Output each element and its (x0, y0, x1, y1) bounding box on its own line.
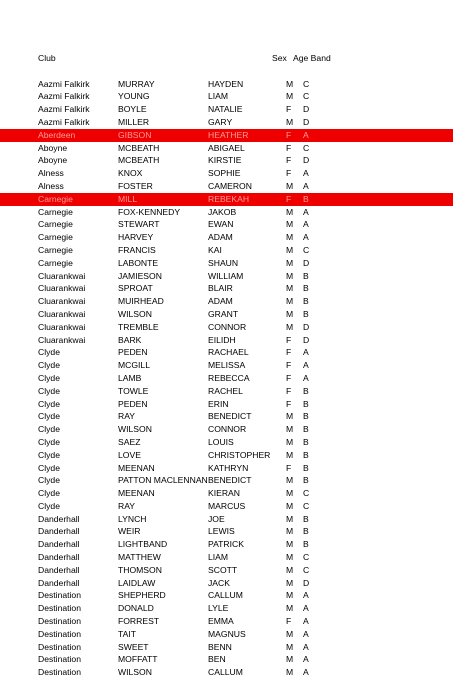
cell-forename: JOE (208, 513, 225, 524)
table-row (0, 103, 453, 116)
cell-sex: M (286, 78, 294, 89)
cell-surname: WILSON (118, 308, 152, 319)
cell-age-band: B (303, 526, 309, 537)
table-row (0, 462, 453, 475)
cell-surname: MCBEATH (118, 142, 160, 153)
cell-age-band: D (303, 321, 310, 332)
cell-sex: M (286, 321, 294, 332)
cell-surname: TOWLE (118, 385, 149, 396)
cell-sex: M (286, 603, 294, 614)
cell-surname: LIGHTBAND (118, 539, 168, 550)
cell-club: Aboyne (38, 155, 68, 166)
cell-forename: GARY (208, 116, 233, 127)
cell-surname: RAY (118, 500, 136, 511)
cell-sex: M (286, 296, 294, 307)
cell-age-band: B (303, 283, 309, 294)
cell-surname: THOMSON (118, 564, 162, 575)
cell-forename: BLAIR (208, 283, 233, 294)
cell-sex: F (286, 104, 292, 115)
cell-surname: SHEPHERD (118, 590, 166, 601)
cell-surname: MILLER (118, 116, 150, 127)
cell-sex: M (286, 475, 294, 486)
cell-sex: M (286, 628, 294, 639)
cell-age-band: A (303, 628, 309, 639)
cell-surname: MATTHEW (118, 552, 161, 563)
cell-club: Destination (38, 667, 81, 678)
cell-age-band: C (303, 564, 310, 575)
cell-forename: EILIDH (208, 334, 236, 345)
cell-club: Clyde (38, 347, 60, 358)
table-row (0, 334, 453, 347)
cell-forename: REBECCA (208, 372, 250, 383)
cell-club: Clyde (38, 436, 60, 447)
cell-sex: M (286, 552, 294, 563)
cell-forename: EMMA (208, 616, 234, 627)
cell-sex: F (286, 398, 292, 409)
cell-club: Aazmi Falkirk (38, 104, 90, 115)
cell-forename: HEATHER (208, 129, 249, 140)
cell-forename: HAYDEN (208, 78, 244, 89)
table-row (0, 78, 453, 91)
table-row (0, 154, 453, 167)
cell-sex: M (286, 539, 294, 550)
cell-sex: M (286, 488, 294, 499)
cell-sex: F (286, 462, 292, 473)
cell-age-band: B (303, 513, 309, 524)
cell-club: Alness (38, 180, 64, 191)
cell-forename: LEWIS (208, 526, 235, 537)
cell-forename: CALLUM (208, 667, 243, 678)
table-row (0, 589, 453, 602)
table-row (0, 641, 453, 654)
cell-surname: LYNCH (118, 513, 147, 524)
cell-surname: YOUNG (118, 91, 150, 102)
cell-forename: SCOTT (208, 564, 238, 575)
cell-sex: F (286, 385, 292, 396)
table-row (0, 385, 453, 398)
cell-club: Aazmi Falkirk (38, 78, 90, 89)
cell-club: Danderhall (38, 539, 80, 550)
cell-club: Clyde (38, 411, 60, 422)
cell-club: Carnegie (38, 232, 73, 243)
cell-forename: SOPHIE (208, 168, 241, 179)
cell-club: Cluarankwai (38, 308, 86, 319)
table-row (0, 410, 453, 423)
cell-forename: LIAM (208, 552, 229, 563)
table-row (0, 398, 453, 411)
cell-club: Danderhall (38, 552, 80, 563)
cell-club: Danderhall (38, 564, 80, 575)
cell-surname: MEENAN (118, 488, 155, 499)
table-row (0, 206, 453, 219)
cell-club: Alness (38, 168, 64, 179)
cell-forename: JAKOB (208, 206, 237, 217)
cell-surname: BOYLE (118, 104, 147, 115)
cell-club: Destination (38, 628, 81, 639)
cell-surname: WILSON (118, 424, 152, 435)
cell-club: Clyde (38, 462, 60, 473)
cell-forename: ABIGAEL (208, 142, 245, 153)
cell-age-band: B (303, 436, 309, 447)
cell-sex: M (286, 283, 294, 294)
cell-forename: GRANT (208, 308, 239, 319)
cell-forename: KIERAN (208, 488, 240, 499)
table-row (0, 257, 453, 270)
header-row (0, 52, 453, 65)
table-row (0, 282, 453, 295)
cell-sex: M (286, 500, 294, 511)
cell-surname: RAY (118, 411, 136, 422)
cell-sex: M (286, 424, 294, 435)
cell-sex: M (286, 577, 294, 588)
cell-age-band: A (303, 219, 309, 230)
cell-forename: MELISSA (208, 360, 246, 371)
cell-forename: BENEDICT (208, 411, 252, 422)
cell-age-band: D (303, 155, 310, 166)
cell-club: Aazmi Falkirk (38, 91, 90, 102)
cell-surname: MURRAY (118, 78, 155, 89)
cell-club: Clyde (38, 424, 60, 435)
cell-surname: WEIR (118, 526, 141, 537)
cell-age-band: D (303, 116, 310, 127)
table-row (0, 308, 453, 321)
cell-forename: LYLE (208, 603, 229, 614)
cell-club: Clyde (38, 475, 60, 486)
cell-forename: JACK (208, 577, 230, 588)
cell-surname: FORREST (118, 616, 160, 627)
cell-sex: M (286, 270, 294, 281)
cell-age-band: A (303, 590, 309, 601)
cell-age-band: D (303, 104, 310, 115)
cell-sex: F (286, 129, 292, 140)
cell-surname: MOFFATT (118, 654, 158, 665)
cell-age-band: B (303, 475, 309, 486)
cell-forename: BEN (208, 654, 226, 665)
cell-surname: MCGILL (118, 360, 150, 371)
cell-forename: SHAUN (208, 257, 239, 268)
cell-club: Clyde (38, 385, 60, 396)
cell-surname: SWEET (118, 641, 149, 652)
cell-age-band: B (303, 308, 309, 319)
cell-age-band: B (303, 462, 309, 473)
table-row (0, 218, 453, 231)
cell-sex: M (286, 654, 294, 665)
cell-surname: LOVE (118, 449, 141, 460)
cell-forename: LOUIS (208, 436, 234, 447)
cell-age-band: A (303, 603, 309, 614)
table-row (0, 423, 453, 436)
cell-surname: GIBSON (118, 129, 152, 140)
cell-club: Aberdeen (38, 129, 76, 140)
table-row (0, 525, 453, 538)
cell-age-band: A (303, 641, 309, 652)
cell-club: Clyde (38, 488, 60, 499)
cell-club: Cluarankwai (38, 270, 86, 281)
cell-sex: F (286, 334, 292, 345)
cell-club: Clyde (38, 500, 60, 511)
cell-forename: NATALIE (208, 104, 243, 115)
cell-age-band: A (303, 129, 309, 140)
cell-club: Aboyne (38, 142, 68, 153)
cell-forename: EWAN (208, 219, 234, 230)
cell-age-band: C (303, 142, 310, 153)
table-row (0, 167, 453, 180)
cell-club: Carnegie (38, 206, 73, 217)
cell-sex: M (286, 449, 294, 460)
cell-club: Clyde (38, 360, 60, 371)
cell-age-band: B (303, 411, 309, 422)
cell-club: Destination (38, 616, 81, 627)
entries-table (0, 52, 453, 679)
cell-sex: M (286, 308, 294, 319)
header-sex: Sex (272, 53, 287, 63)
cell-surname: WILSON (118, 667, 152, 678)
table-row (0, 359, 453, 372)
cell-sex: F (286, 155, 292, 166)
cell-club: Danderhall (38, 577, 80, 588)
cell-surname: MUIRHEAD (118, 296, 164, 307)
cell-forename: RACHEL (208, 385, 243, 396)
cell-age-band: B (303, 449, 309, 460)
table-row (0, 295, 453, 308)
cell-forename: CONNOR (208, 424, 247, 435)
cell-sex: M (286, 232, 294, 243)
cell-age-band: A (303, 168, 309, 179)
cell-sex: F (286, 347, 292, 358)
cell-forename: WILLIAM (208, 270, 244, 281)
header-club: Club (38, 53, 56, 63)
cell-sex: M (286, 641, 294, 652)
cell-age-band: A (303, 347, 309, 358)
table-row (0, 436, 453, 449)
table-row (0, 231, 453, 244)
table-row (0, 270, 453, 283)
cell-sex: M (286, 257, 294, 268)
table-row (0, 180, 453, 193)
cell-sex: M (286, 219, 294, 230)
cell-forename: ERIN (208, 398, 229, 409)
cell-age-band: D (303, 257, 310, 268)
table-row (0, 372, 453, 385)
cell-age-band: A (303, 667, 309, 678)
cell-surname: PATTON MACLENNAN (118, 475, 208, 486)
cell-surname: SAEZ (118, 436, 141, 447)
cell-age-band: C (303, 91, 310, 102)
cell-club: Cluarankwai (38, 296, 86, 307)
cell-sex: M (286, 206, 294, 217)
cell-sex: M (286, 590, 294, 601)
cell-forename: LIAM (208, 91, 229, 102)
cell-sex: F (286, 168, 292, 179)
table-row (0, 90, 453, 103)
cell-surname: LAIDLAW (118, 577, 156, 588)
cell-forename: BENEDICT (208, 475, 252, 486)
cell-sex: M (286, 116, 294, 127)
cell-age-band: A (303, 372, 309, 383)
table-row (0, 449, 453, 462)
cell-age-band: A (303, 360, 309, 371)
cell-forename: KAI (208, 244, 222, 255)
cell-club: Carnegie (38, 193, 73, 204)
table-row (0, 142, 453, 155)
cell-surname: BARK (118, 334, 142, 345)
cell-sex: M (286, 564, 294, 575)
cell-club: Aazmi Falkirk (38, 116, 90, 127)
cell-club: Cluarankwai (38, 283, 86, 294)
cell-surname: MCBEATH (118, 155, 160, 166)
cell-surname: FOSTER (118, 180, 153, 191)
cell-forename: ADAM (208, 232, 233, 243)
cell-forename: REBEKAH (208, 193, 250, 204)
cell-sex: F (286, 142, 292, 153)
cell-surname: STEWART (118, 219, 160, 230)
cell-sex: M (286, 180, 294, 191)
table-row (0, 615, 453, 628)
cell-age-band: A (303, 232, 309, 243)
table-row (0, 500, 453, 513)
cell-surname: KNOX (118, 168, 143, 179)
table-row-highlighted (0, 129, 453, 142)
table-row (0, 321, 453, 334)
cell-forename: CONNOR (208, 321, 247, 332)
cell-forename: ADAM (208, 296, 233, 307)
cell-surname: PEDEN (118, 347, 148, 358)
table-row (0, 513, 453, 526)
cell-sex: M (286, 436, 294, 447)
cell-forename: CAMERON (208, 180, 252, 191)
cell-sex: M (286, 91, 294, 102)
cell-surname: FRANCIS (118, 244, 156, 255)
cell-forename: KATHRYN (208, 462, 249, 473)
cell-club: Cluarankwai (38, 334, 86, 345)
cell-forename: MARCUS (208, 500, 246, 511)
table-row (0, 628, 453, 641)
cell-sex: M (286, 411, 294, 422)
table-row (0, 244, 453, 257)
cell-surname: MILL (118, 193, 138, 204)
cell-club: Clyde (38, 449, 60, 460)
table-row (0, 116, 453, 129)
cell-surname: FOX-KENNEDY (118, 206, 181, 217)
cell-club: Danderhall (38, 526, 80, 537)
cell-club: Destination (38, 603, 81, 614)
cell-age-band: B (303, 385, 309, 396)
cell-surname: TAIT (118, 628, 136, 639)
cell-age-band: A (303, 180, 309, 191)
cell-sex: F (286, 193, 292, 204)
cell-age-band: C (303, 488, 310, 499)
cell-sex: F (286, 372, 292, 383)
table-row (0, 538, 453, 551)
cell-surname: LAMB (118, 372, 142, 383)
table-row (0, 346, 453, 359)
cell-age-band: B (303, 424, 309, 435)
table-row (0, 653, 453, 666)
cell-surname: SPROAT (118, 283, 153, 294)
cell-surname: MEENAN (118, 462, 155, 473)
table-row (0, 602, 453, 615)
cell-forename: MAGNUS (208, 628, 246, 639)
cell-forename: KIRSTIE (208, 155, 242, 166)
cell-age-band: C (303, 244, 310, 255)
cell-forename: BENN (208, 641, 232, 652)
cell-club: Cluarankwai (38, 321, 86, 332)
cell-age-band: B (303, 398, 309, 409)
cell-sex: M (286, 526, 294, 537)
cell-age-band: C (303, 78, 310, 89)
blank-row (0, 65, 453, 78)
cell-sex: F (286, 360, 292, 371)
cell-club: Destination (38, 641, 81, 652)
cell-forename: RACHAEL (208, 347, 249, 358)
cell-club: Danderhall (38, 513, 80, 524)
table-row (0, 577, 453, 590)
cell-age-band: C (303, 552, 310, 563)
cell-forename: PATRICK (208, 539, 244, 550)
cell-surname: JAMIESON (118, 270, 162, 281)
cell-surname: PEDEN (118, 398, 148, 409)
table-row (0, 487, 453, 500)
cell-sex: F (286, 616, 292, 627)
cell-forename: CALLUM (208, 590, 243, 601)
cell-surname: HARVEY (118, 232, 154, 243)
header-age-band: Age Band (293, 53, 331, 63)
entries-body (0, 78, 453, 679)
cell-age-band: D (303, 577, 310, 588)
cell-surname: TREMBLE (118, 321, 159, 332)
table-row (0, 474, 453, 487)
cell-sex: M (286, 513, 294, 524)
table-row (0, 666, 453, 679)
cell-age-band: A (303, 616, 309, 627)
cell-club: Carnegie (38, 244, 73, 255)
cell-age-band: A (303, 654, 309, 665)
cell-club: Destination (38, 590, 81, 601)
cell-age-band: B (303, 296, 309, 307)
cell-club: Destination (38, 654, 81, 665)
cell-surname: DONALD (118, 603, 154, 614)
cell-age-band: B (303, 539, 309, 550)
cell-sex: M (286, 667, 294, 678)
cell-age-band: B (303, 193, 309, 204)
cell-club: Clyde (38, 372, 60, 383)
table-row-highlighted (0, 193, 453, 206)
cell-sex: M (286, 244, 294, 255)
cell-club: Clyde (38, 398, 60, 409)
cell-age-band: B (303, 270, 309, 281)
cell-age-band: A (303, 206, 309, 217)
cell-club: Carnegie (38, 257, 73, 268)
cell-club: Carnegie (38, 219, 73, 230)
cell-age-band: C (303, 500, 310, 511)
cell-surname: LABONTE (118, 257, 159, 268)
cell-forename: CHRISTOPHER (208, 449, 271, 460)
table-row (0, 551, 453, 564)
cell-age-band: D (303, 334, 310, 345)
table-row (0, 564, 453, 577)
